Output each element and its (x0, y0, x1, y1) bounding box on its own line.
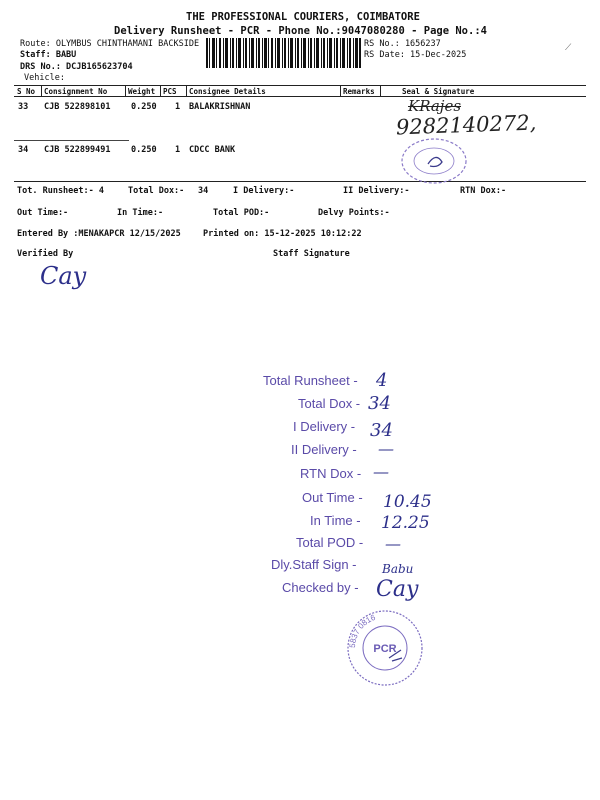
staff-label: Staff: BABU (20, 50, 77, 60)
staff-signature-label: Staff Signature (273, 249, 350, 259)
stamp-value-rtn-dox: — (373, 462, 389, 481)
col-sep (340, 85, 341, 96)
row-consignee: CDCC BANK (189, 145, 236, 155)
row-consignment: CJB 522899491 (44, 145, 111, 155)
pcr-seal-icon (345, 608, 425, 688)
total-dox-label: Total Dox:- (128, 186, 185, 196)
col-sep (186, 85, 187, 96)
stamp-value-staff-sign: Babu (382, 562, 414, 576)
col-header-pcs: PCS (163, 87, 177, 96)
row1-phone: 9282140272, (395, 110, 537, 140)
seal-ring-text: 5837 0816 (347, 612, 377, 649)
rtn-dox-label: RTN Dox:- (460, 186, 507, 196)
verified-by-label: Verified By (17, 249, 74, 259)
stamp-label-checked-by: Checked by - (282, 580, 359, 595)
stamp-label-out-time: Out Time - (302, 490, 363, 505)
runsheet-subtitle: Delivery Runsheet - PCR - Phone No.:9047080280 - Page No.:4 (114, 25, 487, 37)
i-delivery-label: I Delivery:- (233, 186, 295, 196)
stamp-value-total-dox: 34 (368, 393, 391, 414)
in-time-label: In Time:- (117, 208, 164, 218)
corner-mark-icon: ⟋ (565, 43, 572, 53)
row-pcs: 1 (175, 145, 181, 155)
stamp-value-total-pod: — (385, 534, 401, 553)
stamp-value-checked-by: Cay (376, 577, 419, 602)
stamp-label-staff-sign: Dly.Staff Sign - (271, 557, 357, 572)
stamp-label-total-pod: Total POD - (296, 535, 364, 550)
stamp-label-in-time: In Time - (310, 513, 361, 528)
row-separator (14, 140, 129, 141)
entered-by: Entered By :MENAKAPCR 12/15/2025 (17, 229, 181, 239)
total-dox-value: 34 (198, 186, 209, 196)
printed-on: Printed on: 15-12-2025 10:12:22 (203, 229, 362, 239)
row-consignment: CJB 522898101 (44, 102, 111, 112)
rs-number: RS No.: 1656237 (364, 39, 441, 49)
col-header-weight: Weight (128, 87, 156, 96)
barcode-icon (206, 38, 361, 68)
table-bottom-line (14, 181, 586, 182)
stamp-label-ii-delivery: II Delivery - (291, 442, 357, 457)
col-header-consignment: Consignment No (44, 87, 108, 96)
col-header-consignee: Consignee Details (189, 87, 266, 96)
col-sep (125, 85, 126, 96)
stamp-label-total-dox: Total Dox - (298, 396, 361, 411)
stamp-value-in-time: 12.25 (381, 513, 430, 533)
table-top-line (14, 85, 586, 86)
col-sep (380, 85, 381, 96)
stamp-label-rtn-dox: RTN Dox - (300, 466, 362, 481)
stamp-value-total-runsheet: 4 (376, 370, 388, 391)
row1-signature: KRajes (408, 97, 462, 115)
stamp-value-ii-delivery: — (378, 439, 394, 458)
row2-seal-icon (400, 136, 470, 186)
row-weight: 0.250 (131, 102, 157, 112)
col-sep (160, 85, 161, 96)
col-header-remarks: Remarks (343, 87, 375, 96)
drs-number: DRS No.: DCJB165623704 (20, 62, 133, 72)
vehicle-label: Vehicle: (24, 73, 65, 83)
table-header-line (14, 96, 586, 97)
tot-runsheet: Tot. Runsheet:- 4 (17, 186, 104, 196)
stamp-value-i-delivery: 34 (370, 420, 393, 441)
company-title: THE PROFESSIONAL COURIERS, COIMBATORE (186, 11, 420, 23)
stamp-value-out-time: 10.45 (383, 492, 432, 512)
col-sep (41, 85, 42, 96)
col-header-sno: S No (17, 87, 36, 96)
rs-date: RS Date: 15-Dec-2025 (364, 50, 467, 60)
row-weight: 0.250 (131, 145, 157, 155)
delvy-points-label: Delvy Points:- (318, 208, 390, 218)
total-pod-label: Total POD:- (213, 208, 270, 218)
row-consignee: BALAKRISHNAN (189, 102, 251, 112)
ii-delivery-label: II Delivery:- (343, 186, 410, 196)
seal-center-text: PCR (373, 643, 397, 655)
row-sno: 34 (18, 145, 29, 155)
row-pcs: 1 (175, 102, 181, 112)
row-sno: 33 (18, 102, 29, 112)
col-header-seal: Seal & Signature (402, 87, 475, 96)
route-label: Route: OLYMBUS CHINTHAMANI BACKSIDE (20, 39, 200, 49)
stamp-label-i-delivery: I Delivery - (293, 419, 356, 434)
stamp-label-total-runsheet: Total Runsheet - (263, 373, 358, 388)
out-time-label: Out Time:- (17, 208, 69, 218)
verified-signature: Cay (40, 262, 87, 290)
